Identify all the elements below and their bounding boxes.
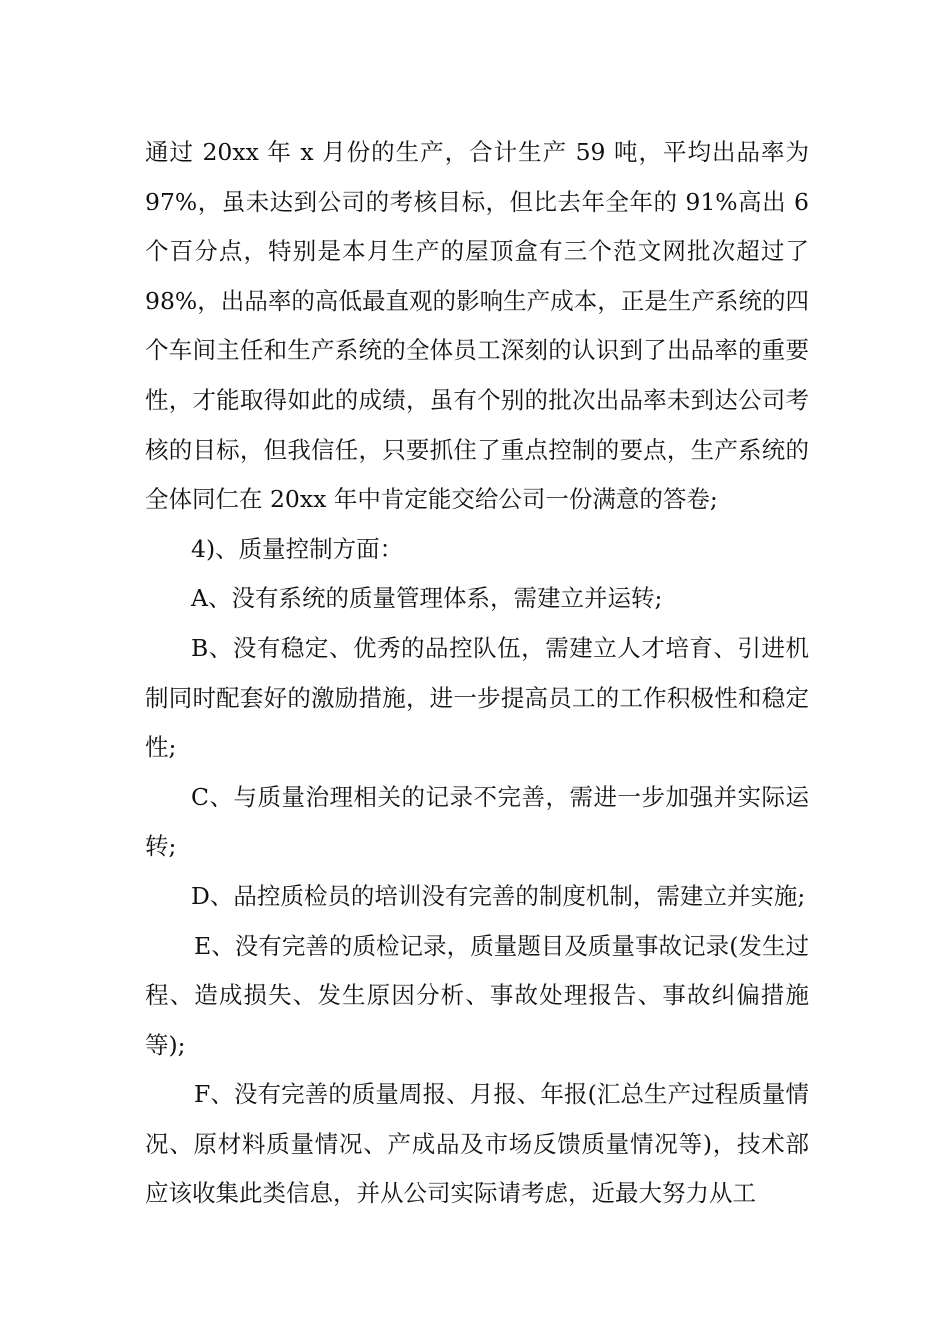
paragraph-production-summary: 通过 20xx 年 x 月份的生产，合计生产 59 吨，平均出品率为 97%，虽未达到公司的考核目标，但比去年全年的 91%高出 6 个百分点，特别是本月生产的屋顶盒有三个范文网批次超过了 98%，出品率的高低最直观的影响生产成本，正是生产系统的四个车间主任和生产系统的全体员工深刻的认识到了出品率的重要性，才能取得如此的成绩，虽有个别的批次出品率未到达公司考核的目标，但我信任，只要抓住了重点控制的要点，生产系统的全体同仁在 20xx 年中肯定能交给公司一份满意的答卷; xyxy=(145,138,809,514)
document-body xyxy=(145,128,809,1219)
paragraph-item-d: D、品控质检员的培训没有完善的制度机制，需建立并实施; xyxy=(191,881,806,910)
paragraph-item-a: A、没有系统的质量管理体系，需建立并运转; xyxy=(191,584,663,613)
paragraph-quality-heading: 4)、质量控制方面： xyxy=(191,534,404,563)
paragraph-item-e: E、没有完善的质检记录，质量题目及质量事故记录(发生过程、造成损失、发生原因分析、事故处理报告、事故纠偏措施等); xyxy=(145,931,809,1059)
paragraph-item-f: F、没有完善的质量周报、月报、年报(汇总生产过程质量情况、原材料质量情况、产成品及市场反馈质量情况等)，技术部应该收集此类信息，并从公司实际请考虑，近最大努力从工 xyxy=(145,1080,809,1208)
paragraph-item-c: C、与质量治理相关的记录不完善，需进一步加强并实际运转; xyxy=(145,782,809,861)
paragraph-item-b: B、没有稳定、优秀的品控队伍，需建立人才培育、引进机制同时配套好的激励措施，进一步提高员工的工作积极性和稳定性; xyxy=(145,633,809,762)
